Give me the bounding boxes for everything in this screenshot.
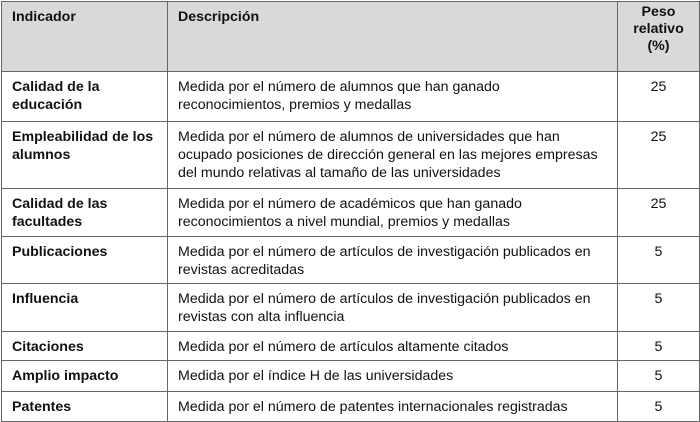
header-weight-line3: (%) <box>647 38 670 54</box>
weight-cell: 5 <box>618 284 700 332</box>
table-row <box>2 284 700 332</box>
indicators-table <box>1 1 700 422</box>
header-weight <box>618 2 700 72</box>
table-row <box>2 332 700 361</box>
table-row <box>2 361 700 392</box>
header-row <box>2 2 700 72</box>
header-weight-line1: Peso <box>641 4 676 20</box>
description-cell: Medida por el número de académicos que han ganado reconocimientos a nivel mundial, premios y medallas <box>168 189 618 237</box>
indicator-cell: Influencia <box>2 284 168 332</box>
table-row <box>2 189 700 237</box>
table-row <box>2 122 700 189</box>
table-row <box>2 392 700 422</box>
description-cell: Medida por el número de artículos altamente citados <box>168 332 618 361</box>
table-row <box>2 72 700 122</box>
table-row <box>2 237 700 284</box>
description-cell: Medida por el número de alumnos de universidades que han ocupado posiciones de dirección general en las mejores empresas del mundo relativas al tamaño de las universidades <box>168 122 618 189</box>
indicator-cell: Calidad de las facultades <box>2 189 168 237</box>
weight-cell: 25 <box>618 72 700 122</box>
description-cell: Medida por el número de patentes internacionales registradas <box>168 392 618 422</box>
weight-cell: 25 <box>618 189 700 237</box>
weight-cell: 5 <box>618 237 700 284</box>
header-description: Descripción <box>168 2 618 72</box>
indicator-cell: Calidad de la educación <box>2 72 168 122</box>
header-indicator: Indicador <box>2 2 168 72</box>
description-cell: Medida por el número de artículos de investigación publicados en revistas acreditadas <box>168 237 618 284</box>
table-body <box>2 72 700 422</box>
weight-cell: 5 <box>618 332 700 361</box>
indicator-cell: Empleabilidad de los alumnos <box>2 122 168 189</box>
weight-cell: 5 <box>618 392 700 422</box>
description-cell: Medida por el índice H de las universidades <box>168 361 618 392</box>
description-cell: Medida por el número de artículos de investigación publicados en revistas con alta influencia <box>168 284 618 332</box>
indicator-cell: Amplio impacto <box>2 361 168 392</box>
header-weight-line2: relativo <box>633 21 684 37</box>
table-header <box>2 2 700 72</box>
description-cell: Medida por el número de alumnos que han ganado reconocimientos, premios y medallas <box>168 72 618 122</box>
weight-cell: 25 <box>618 122 700 189</box>
indicator-cell: Publicaciones <box>2 237 168 284</box>
weight-cell: 5 <box>618 361 700 392</box>
indicator-cell: Citaciones <box>2 332 168 361</box>
indicator-cell: Patentes <box>2 392 168 422</box>
